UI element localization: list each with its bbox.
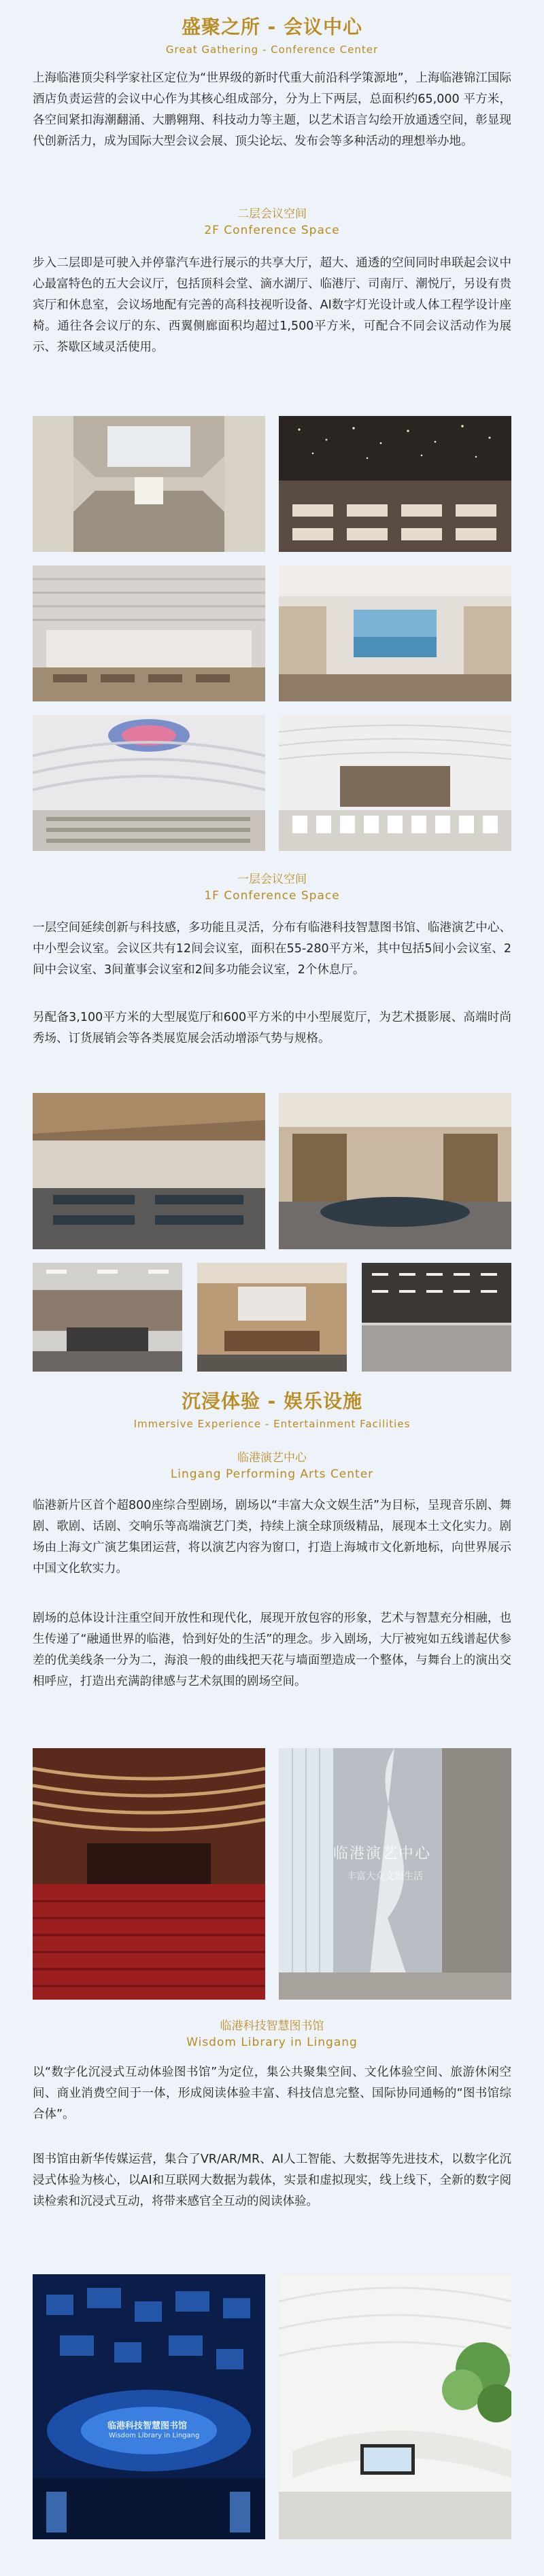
floor2-photo-grid — [33, 416, 511, 851]
section2-title: 沉浸体验 - 娱乐设施 — [181, 1390, 363, 1412]
theater-paragraph-1 — [0, 1495, 544, 1580]
library-paragraph-1 — [0, 2062, 544, 2125]
floor1-paragraph-1 — [0, 918, 544, 981]
floor2-title-en: 2F Conference Space — [204, 224, 340, 237]
photo-chair-hall — [279, 715, 511, 851]
theater-title-en: Lingang Performing Arts Center — [170, 1467, 374, 1481]
floor1-text-2: 另配备3,100平方米的大型展览厅和600平方米的中小型展览厅，为艺术摄影展、高端时尚秀场、订货展销会等各类展览展会活动增添气势与规格。 — [33, 1011, 511, 1045]
floor1-header — [0, 869, 544, 903]
theater-header — [0, 1448, 544, 1481]
photo-library-immersive — [33, 2274, 265, 2539]
floor2-text: 步入二层即是可驶入并停靠汽车进行展示的共享大厅，超大、通透的空间同时串联起会议中心最富特色的五大会议厅，包括顶科会堂、滴水湖厅、临港厅、司南厅、潮悦厅，另设有贵宾厅和休息室，会议场地配有完善的高科技视听设备、AI数字灯光设计或人体工程学设计座椅。通往各会议厅的东、西翼侧廊面积均超过1,500平方米，可配合不同会议活动作为展示、茶歇区域灵活使用。 — [33, 256, 511, 354]
floor1-title-en: 1F Conference Space — [204, 889, 340, 903]
floor1-title: 一层会议空间 — [237, 873, 307, 886]
theater-title: 临港演艺中心 — [237, 1451, 307, 1465]
library-paragraph-2 — [0, 2149, 544, 2212]
photo-meeting-room-round — [279, 1093, 511, 1249]
floor2-paragraph — [0, 253, 544, 358]
floor2-header — [0, 204, 544, 237]
theater-photo-grid — [33, 1748, 511, 2000]
photo-theater-auditorium — [33, 1748, 265, 2000]
photo-boardroom — [33, 1263, 182, 1372]
photo-starry-ballroom — [279, 416, 511, 552]
theater-text-2: 剧场的总体设计注重空间开放性和现代化，展现开放包容的形象，艺术与智慧充分相融，也生传递了“融通世界的临港，恰到好处的生活”的理念。步入剧场，大厅被宛如五线谱起伏参差的优美线条一分为二，海浪一般的曲线把天花与墙面塑造成一个整体，与舞台上的演出交相呼应，打造出充满韵律感与艺术氛围的剧场空间。 — [33, 1612, 511, 1688]
intro-paragraph — [0, 68, 544, 152]
floor2-title: 二层会议空间 — [237, 207, 307, 221]
floor1-text-1: 一层空间延续创新与科技感，多功能且灵活，分布有临港科技智慧图书馆、临港演艺中心、中小型会议室。会议区共有12间会议室，面积在55-280平方米，其中包括5间小会议室、2间中会议室、3间董事会议室和2间多功能会议室，2个休息厅。 — [33, 921, 511, 977]
photo-small-meeting — [197, 1263, 347, 1372]
photo-screen-hall — [279, 565, 511, 701]
photo-library-reading — [279, 2274, 511, 2539]
intro-text: 上海临港顶尖科学家社区定位为“世界级的新时代重大前沿科学策源地”，上海临港锦江国际酒店负责运营的会议中心作为其核心组成部分，分为上下两层，总面积约65,000 平方米，各空间紧扣海潮翻涌、大鹏翱翔、科技动力等主题，以艺术语言勾绘开放通透空间，彰显现代创新活力，成为国际大型会议会展、顶尖论坛、发布会等多种活动的理想举办地。 — [33, 71, 511, 148]
photo-dome-auditorium — [33, 715, 265, 851]
theater-photo-sign: 临港演艺中心 — [333, 1845, 432, 1862]
photo-exhibition-hall — [362, 1263, 511, 1372]
theater-paragraph-2 — [0, 1608, 544, 1692]
library-title: 临港科技智慧图书馆 — [220, 2019, 324, 2033]
photo-hall-corridor — [33, 416, 265, 552]
library-text-1: 以“数字化沉浸式互动体验图书馆”为定位，集公共聚集空间、文化体验空间、旅游休闲空间、商业消费空间于一体，形成阅读体验丰富、科技信息完整、国际协同通畅的“图书馆综合体”。 — [33, 2066, 511, 2121]
library-title-en: Wisdom Library in Lingang — [186, 2036, 358, 2049]
floor1-photo-grid — [33, 1093, 511, 1372]
library-photo-sign-en: Wisdom Library in Lingang — [109, 2432, 200, 2439]
theater-text-1: 临港新片区首个超800座综合型剧场，剧场以“丰富大众文娱生活”为目标，呈现音乐剧、舞剧、歌剧、话剧、交响乐等高端演艺门类，持续上演全球顶级精品，展现本土文化实力。剧场由上海文广演艺集团运营，将以演艺内容为窗口，打造上海城市文化新地标，向世界展示中国文化软实力。 — [33, 1499, 511, 1576]
theater-photo-sign-small: 丰富大众文娱生活 — [347, 1871, 423, 1882]
section2-title-en: Immersive Experience - Entertainment Facilities — [133, 1418, 411, 1430]
photo-ribbed-hall — [33, 565, 265, 701]
floor1-paragraph-2 — [0, 1007, 544, 1049]
library-photo-grid — [33, 2274, 511, 2539]
section-header-conference — [0, 12, 544, 56]
section-title: 盛聚之所 - 会议中心 — [181, 16, 363, 38]
section-title-en: Great Gathering - Conference Center — [165, 43, 379, 56]
library-text-2: 图书馆由新华传媒运营，集合了VR/AR/MR、AI人工智能、大数据等先进技术，以数字化沉浸式体验为核心，以AI和互联网大数据为载体，实景和虚拟现实，线上线下，全新的数字阅读检索和沉浸式互动，将带来感官全互动的阅读体验。 — [33, 2153, 511, 2208]
library-photo-sign: 临港科技智慧图书馆 — [107, 2421, 188, 2431]
photo-meeting-room-large — [33, 1093, 265, 1249]
section-header-entertainment — [0, 1387, 544, 1430]
library-header — [0, 2016, 544, 2049]
photo-theater-lobby — [279, 1748, 511, 2000]
